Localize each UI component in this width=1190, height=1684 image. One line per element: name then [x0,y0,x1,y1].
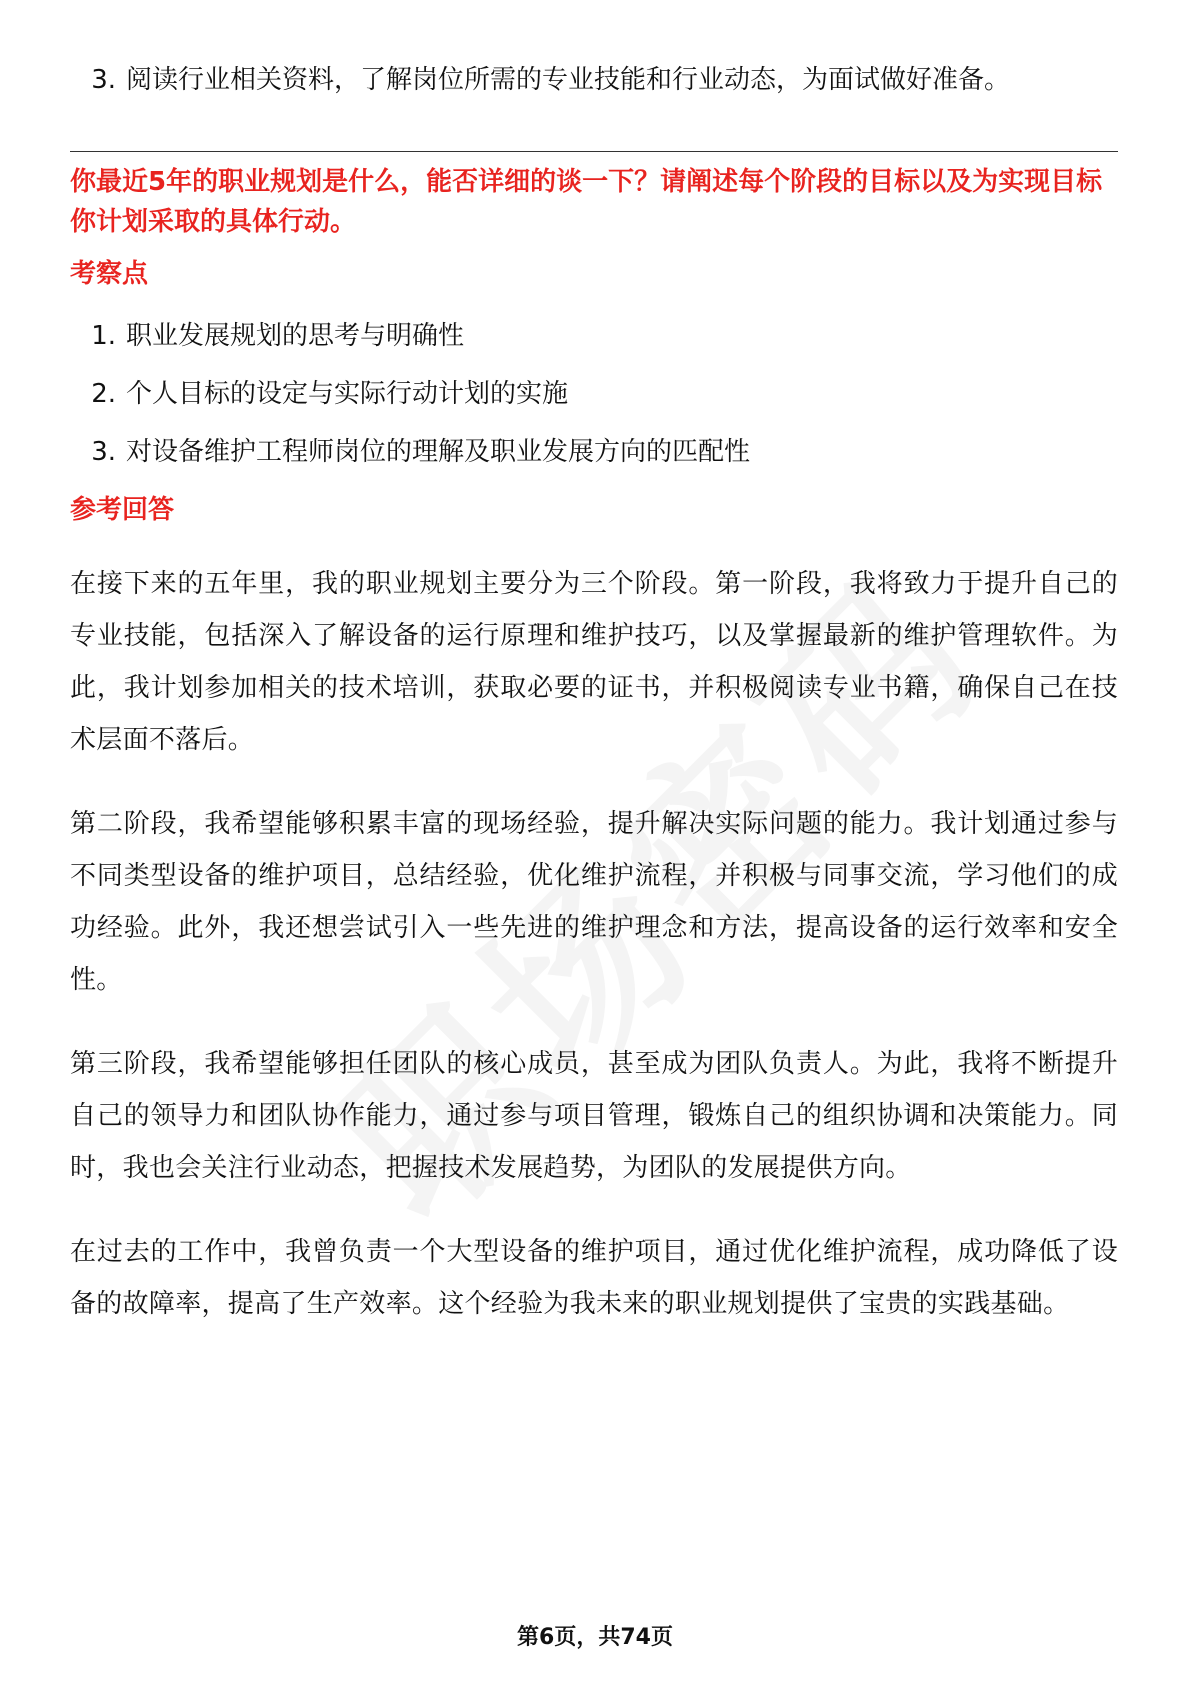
answer-paragraph: 第二阶段，我希望能够积累丰富的现场经验，提升解决实际问题的能力。我计划通过参与不同类型设备的维护项目，总结经验，优化维护流程，并积极与同事交流，学习他们的成功经验。此外，我还想尝试引入一些先进的维护理念和方法，提高设备的运行效率和安全性。 [70,809,1118,995]
list-text: 个人目标的设定与实际行动计划的实施 [126,379,569,409]
page-number: 第6页，共74页 [517,1625,673,1650]
list-number: 3. [91,437,116,467]
list-text: 阅读行业相关资料，了解岗位所需的专业技能和行业动态，为面试做好准备。 [126,65,1011,95]
list-number: 3. [91,65,116,95]
list-item [70,432,1118,472]
answer-paragraph: 在过去的工作中，我曾负责一个大型设备的维护项目，通过优化维护流程，成功降低了设备的故障率，提高了生产效率。这个经验为我未来的职业规划提供了宝贵的实践基础。 [70,1237,1118,1319]
list-number: 1. [91,321,116,351]
answer-paragraph: 在接下来的五年里，我的职业规划主要分为三个阶段。第一阶段，我将致力于提升自己的专业技能，包括深入了解设备的运行原理和维护技巧，以及掌握最新的维护管理软件。为此，我计划参加相关的技术培训，获取必要的证书，并积极阅读专业书籍，确保自己在技术层面不落后。 [70,569,1118,755]
question-title: 你最近5年的职业规划是什么，能否详细的谈一下？请阐述每个阶段的目标以及为实现目标你计划采取的具体行动。 [70,167,1103,237]
list-text: 对设备维护工程师岗位的理解及职业发展方向的匹配性 [126,437,751,467]
assessment-heading: 考察点 [70,259,149,289]
list-item [70,316,1118,356]
list-item [70,374,1118,414]
list-number: 2. [91,379,116,409]
previous-list [70,60,1118,100]
answer-paragraph: 第三阶段，我希望能够担任团队的核心成员，甚至成为团队负责人。为此，我将不断提升自己的领导力和团队协作能力，通过参与项目管理，锻炼自己的组织协调和决策能力。同时，我也会关注行业动态，把握技术发展趋势，为团队的发展提供方向。 [70,1049,1118,1183]
list-item [70,60,1118,100]
page-content [70,60,1118,1362]
divider [70,151,1118,152]
answer-heading: 参考回答 [70,495,175,525]
list-text: 职业发展规划的思考与明确性 [126,321,465,351]
assessment-points [70,316,1118,472]
